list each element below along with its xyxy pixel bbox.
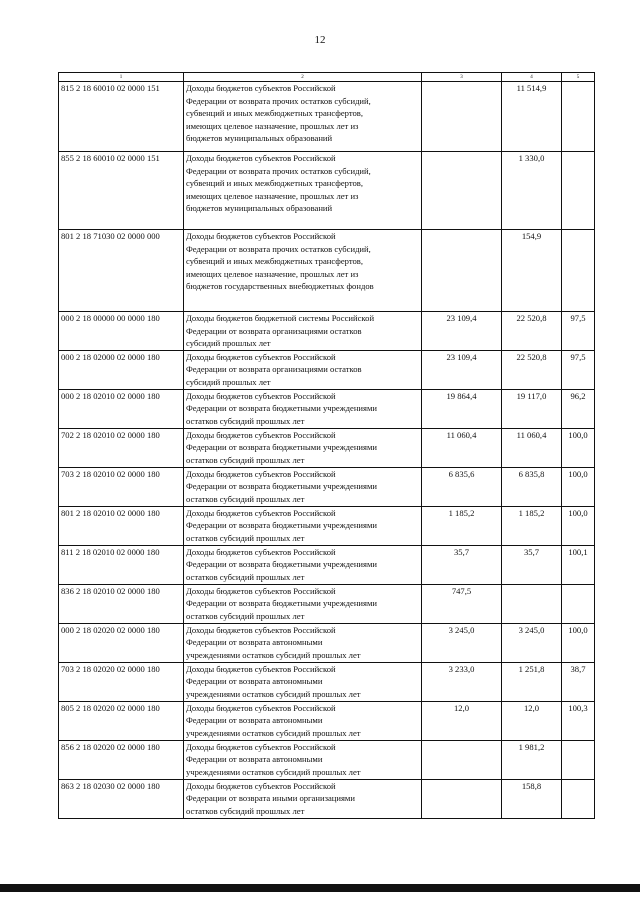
description-cell bbox=[184, 506, 422, 545]
description-cell bbox=[184, 584, 422, 623]
value-cell-c3: 6 835,6 bbox=[422, 467, 502, 506]
value-cell-c5: 38,7 bbox=[562, 662, 595, 701]
description-line: Доходы бюджетов субъектов Российской bbox=[186, 507, 336, 518]
budget-code-cell: 801 2 18 02010 02 0000 180 bbox=[59, 506, 184, 545]
description-line: имеющих целевое назначение, прошлых лет из bbox=[186, 190, 359, 201]
value-cell-c3 bbox=[422, 779, 502, 818]
description-line: Доходы бюджетов субъектов Российской bbox=[186, 663, 336, 674]
budget-code-cell: 815 2 18 60010 02 0000 151 bbox=[59, 82, 184, 152]
budget-code-cell: 863 2 18 02030 02 0000 180 bbox=[59, 779, 184, 818]
description-line: Федерации от возврата прочих остатков субсидий, bbox=[186, 165, 371, 176]
description-line: Федерации от возврата бюджетными учреждениями bbox=[186, 403, 378, 414]
description-line: остатков субсидий прошлых лет bbox=[186, 454, 305, 465]
description-line: Доходы бюджетов субъектов Российской bbox=[186, 231, 336, 241]
value-cell-c4: 11 060,4 bbox=[502, 428, 562, 467]
table-row bbox=[59, 662, 595, 701]
description-line: Доходы бюджетов бюджетной системы Российской bbox=[186, 313, 375, 323]
description-cell bbox=[184, 623, 422, 662]
description-line: Доходы бюджетов субъектов Российской bbox=[186, 780, 336, 791]
table-body bbox=[59, 82, 595, 819]
table-row bbox=[59, 467, 595, 506]
budget-code-cell: 702 2 18 02010 02 0000 180 bbox=[59, 428, 184, 467]
table-row bbox=[59, 506, 595, 545]
budget-code-cell: 000 2 18 02010 02 0000 180 bbox=[59, 389, 184, 428]
description-line: Доходы бюджетов субъектов Российской bbox=[186, 83, 336, 93]
description-line: Федерации от возврата бюджетными учреждениями bbox=[186, 559, 378, 570]
description-line: Доходы бюджетов субъектов Российской bbox=[186, 585, 336, 596]
description-line: учреждениями остатков субсидий прошлых лет bbox=[186, 766, 361, 777]
description-line: Федерации от возврата прочих остатков субсидий, bbox=[186, 243, 371, 254]
description-line: Федерации от возврата бюджетными учреждениями bbox=[186, 598, 378, 609]
description-cell bbox=[184, 82, 422, 152]
description-cell bbox=[184, 230, 422, 312]
value-cell-c4: 1 185,2 bbox=[502, 506, 562, 545]
description-cell bbox=[184, 428, 422, 467]
value-cell-c4: 1 981,2 bbox=[502, 740, 562, 779]
value-cell-c4: 1 251,8 bbox=[502, 662, 562, 701]
value-cell-c3: 23 109,4 bbox=[422, 350, 502, 389]
value-cell-c5: 100,0 bbox=[562, 428, 595, 467]
description-cell bbox=[184, 389, 422, 428]
description-line: Доходы бюджетов субъектов Российской bbox=[186, 429, 336, 440]
description-line: имеющих целевое назначение, прошлых лет из bbox=[186, 120, 359, 131]
description-line: остатков субсидий прошлых лет bbox=[186, 532, 305, 543]
description-line: остатков субсидий прошлых лет bbox=[186, 415, 305, 426]
value-cell-c4: 1 330,0 bbox=[502, 152, 562, 230]
description-line: Доходы бюджетов субъектов Российской bbox=[186, 390, 336, 401]
budget-code-cell: 836 2 18 02010 02 0000 180 bbox=[59, 584, 184, 623]
value-cell-c5 bbox=[562, 152, 595, 230]
value-cell-c5: 100,0 bbox=[562, 623, 595, 662]
description-line: остатков субсидий прошлых лет bbox=[186, 493, 305, 504]
description-line: бюджетов муниципальных образований bbox=[186, 203, 333, 214]
table-row bbox=[59, 428, 595, 467]
value-cell-c5 bbox=[562, 82, 595, 152]
budget-code-cell: 000 2 18 02020 02 0000 180 bbox=[59, 623, 184, 662]
budget-code-cell: 000 2 18 00000 00 0000 180 bbox=[59, 312, 184, 351]
description-cell bbox=[184, 312, 422, 351]
description-cell bbox=[184, 740, 422, 779]
description-line: субсидий прошлых лет bbox=[186, 376, 271, 387]
description-line: Доходы бюджетов субъектов Российской bbox=[186, 741, 336, 752]
scan-edge-bar bbox=[0, 884, 640, 892]
value-cell-c4: 22 520,8 bbox=[502, 350, 562, 389]
description-line: Федерации от возврата организациями остатков bbox=[186, 325, 362, 336]
value-cell-c5: 97,5 bbox=[562, 312, 595, 351]
value-cell-c3 bbox=[422, 82, 502, 152]
description-line: остатков субсидий прошлых лет bbox=[186, 571, 305, 582]
value-cell-c3 bbox=[422, 230, 502, 312]
table-row bbox=[59, 779, 595, 818]
description-line: Федерации от возврата бюджетными учреждениями bbox=[186, 520, 378, 531]
column-header: 5 bbox=[562, 73, 595, 82]
value-cell-c5: 100,1 bbox=[562, 545, 595, 584]
value-cell-c3: 35,7 bbox=[422, 545, 502, 584]
table-row bbox=[59, 584, 595, 623]
description-cell bbox=[184, 662, 422, 701]
value-cell-c4: 11 514,9 bbox=[502, 82, 562, 152]
description-line: бюджетов муниципальных образований bbox=[186, 133, 333, 144]
description-line: Доходы бюджетов субъектов Российской bbox=[186, 546, 336, 557]
description-line: Федерации от возврата прочих остатков субсидий, bbox=[186, 95, 371, 106]
budget-code-cell: 703 2 18 02010 02 0000 180 bbox=[59, 467, 184, 506]
description-line: Доходы бюджетов субъектов Российской bbox=[186, 351, 336, 362]
description-line: субвенций и иных межбюджетных трансфертов, bbox=[186, 178, 364, 189]
value-cell-c4: 22 520,8 bbox=[502, 312, 562, 351]
description-line: Федерации от возврата иными организациями bbox=[186, 793, 355, 804]
value-cell-c5: 97,5 bbox=[562, 350, 595, 389]
description-line: субсидий прошлых лет bbox=[186, 338, 271, 349]
value-cell-c3: 12,0 bbox=[422, 701, 502, 740]
budget-code-cell: 856 2 18 02020 02 0000 180 bbox=[59, 740, 184, 779]
description-cell bbox=[184, 545, 422, 584]
column-header: 1 bbox=[59, 73, 184, 82]
description-line: Федерации от возврата бюджетными учреждениями bbox=[186, 442, 378, 453]
description-cell bbox=[184, 350, 422, 389]
description-line: Доходы бюджетов субъектов Российской bbox=[186, 624, 336, 635]
description-line: субвенций и иных межбюджетных трансфертов, bbox=[186, 108, 364, 119]
description-line: Федерации от возврата автономными bbox=[186, 637, 323, 648]
budget-code-cell: 000 2 18 02000 02 0000 180 bbox=[59, 350, 184, 389]
value-cell-c5 bbox=[562, 584, 595, 623]
value-cell-c5: 100,0 bbox=[562, 467, 595, 506]
column-header: 4 bbox=[502, 73, 562, 82]
value-cell-c5: 100,0 bbox=[562, 506, 595, 545]
column-header: 2 bbox=[184, 73, 422, 82]
value-cell-c4: 3 245,0 bbox=[502, 623, 562, 662]
description-line: Доходы бюджетов субъектов Российской bbox=[186, 702, 336, 713]
description-cell bbox=[184, 779, 422, 818]
value-cell-c5 bbox=[562, 740, 595, 779]
value-cell-c5: 100,3 bbox=[562, 701, 595, 740]
description-line: остатков субсидий прошлых лет bbox=[186, 610, 305, 621]
description-line: Федерации от возврата бюджетными учреждениями bbox=[186, 481, 378, 492]
description-line: Доходы бюджетов субъектов Российской bbox=[186, 468, 336, 479]
value-cell-c4: 35,7 bbox=[502, 545, 562, 584]
description-line: Федерации от возврата автономными bbox=[186, 715, 323, 726]
budget-code-cell: 811 2 18 02010 02 0000 180 bbox=[59, 545, 184, 584]
value-cell-c4: 12,0 bbox=[502, 701, 562, 740]
description-line: субвенций и иных межбюджетных трансфертов, bbox=[186, 256, 364, 267]
description-line: Доходы бюджетов субъектов Российской bbox=[186, 153, 336, 163]
description-line: остатков субсидий прошлых лет bbox=[186, 805, 305, 816]
table-row bbox=[59, 389, 595, 428]
table-row bbox=[59, 350, 595, 389]
value-cell-c3: 747,5 bbox=[422, 584, 502, 623]
value-cell-c4: 158,8 bbox=[502, 779, 562, 818]
value-cell-c3: 11 060,4 bbox=[422, 428, 502, 467]
description-line: Федерации от возврата организациями остатков bbox=[186, 364, 362, 375]
page-number: 12 bbox=[314, 34, 326, 46]
table-row bbox=[59, 312, 595, 351]
value-cell-c5 bbox=[562, 230, 595, 312]
description-line: учреждениями остатков субсидий прошлых лет bbox=[186, 688, 361, 699]
table-row bbox=[59, 230, 595, 312]
value-cell-c3 bbox=[422, 152, 502, 230]
table-row bbox=[59, 740, 595, 779]
value-cell-c4 bbox=[502, 584, 562, 623]
description-cell bbox=[184, 152, 422, 230]
value-cell-c4: 6 835,8 bbox=[502, 467, 562, 506]
budget-code-cell: 703 2 18 02020 02 0000 180 bbox=[59, 662, 184, 701]
value-cell-c3: 1 185,2 bbox=[422, 506, 502, 545]
budget-code-cell: 805 2 18 02020 02 0000 180 bbox=[59, 701, 184, 740]
column-header: 3 bbox=[422, 73, 502, 82]
value-cell-c5 bbox=[562, 779, 595, 818]
description-line: бюджетов государственных внебюджетных фондов bbox=[186, 281, 374, 292]
value-cell-c5: 96,2 bbox=[562, 389, 595, 428]
table-row bbox=[59, 623, 595, 662]
value-cell-c4: 19 117,0 bbox=[502, 389, 562, 428]
value-cell-c4: 154,9 bbox=[502, 230, 562, 312]
column-number-row bbox=[59, 73, 595, 82]
description-line: Федерации от возврата автономными bbox=[186, 676, 323, 687]
revenue-table bbox=[58, 72, 595, 819]
value-cell-c3: 19 864,4 bbox=[422, 389, 502, 428]
value-cell-c3: 3 233,0 bbox=[422, 662, 502, 701]
value-cell-c3: 23 109,4 bbox=[422, 312, 502, 351]
table-row bbox=[59, 82, 595, 152]
description-line: имеющих целевое назначение, прошлых лет из bbox=[186, 268, 359, 279]
description-line: учреждениями остатков субсидий прошлых лет bbox=[186, 649, 361, 660]
value-cell-c3 bbox=[422, 740, 502, 779]
description-line: учреждениями остатков субсидий прошлых лет bbox=[186, 727, 361, 738]
description-cell bbox=[184, 701, 422, 740]
table-row bbox=[59, 701, 595, 740]
value-cell-c3: 3 245,0 bbox=[422, 623, 502, 662]
description-cell bbox=[184, 467, 422, 506]
budget-code-cell: 855 2 18 60010 02 0000 151 bbox=[59, 152, 184, 230]
description-line: Федерации от возврата автономными bbox=[186, 754, 323, 765]
table-row bbox=[59, 545, 595, 584]
table-row bbox=[59, 152, 595, 230]
budget-code-cell: 801 2 18 71030 02 0000 000 bbox=[59, 230, 184, 312]
